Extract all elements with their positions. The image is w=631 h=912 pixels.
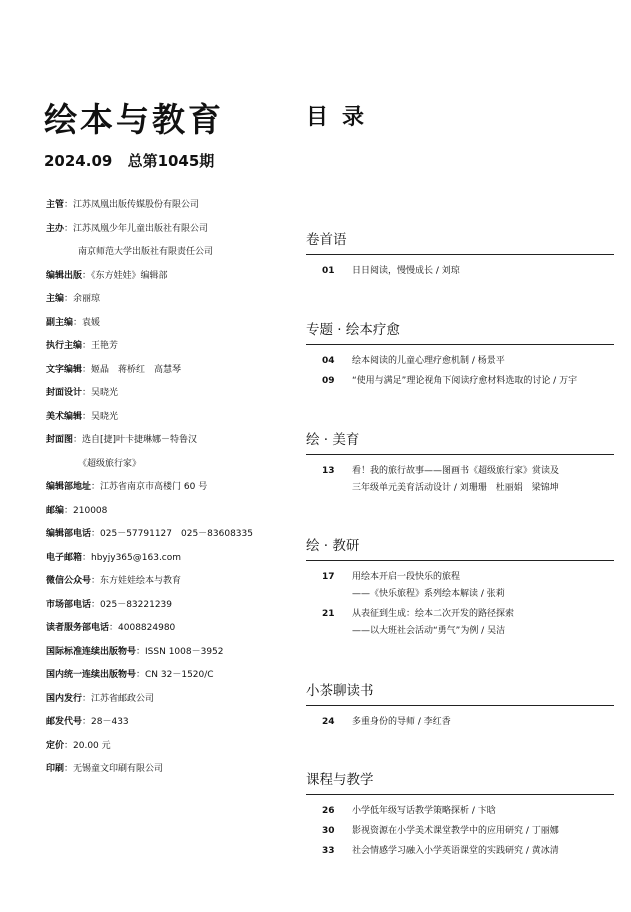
entry-title: “使用与满足”理论视角下阅读疗愈材料选取的讨论 / 万宇 [352, 376, 578, 386]
toc-entry[interactable] [306, 606, 616, 640]
entry-page-number: 24 [322, 717, 335, 727]
info-value: ：4008824980 [109, 623, 176, 633]
section-divider [306, 344, 614, 345]
info-value: ：hbyjy365@163.com [82, 552, 182, 563]
magazine-title: 绘本与教育 [44, 100, 224, 139]
entry-title: 小学低年级写话教学策略探析 / 卞晗 [352, 806, 496, 816]
info-row [46, 688, 296, 712]
info-label: 国内统一连续出版物号 [46, 670, 137, 680]
section-divider [306, 705, 614, 706]
info-label: 文字编辑 [46, 364, 83, 375]
info-value: ：025－83221239 [91, 599, 173, 610]
info-row [46, 382, 296, 406]
info-label: 封面图 [46, 435, 74, 445]
info-value: ：210008 [64, 505, 108, 516]
info-row [46, 453, 296, 477]
info-row [46, 335, 296, 359]
info-label: 国内发行 [46, 693, 83, 704]
info-row [46, 641, 296, 665]
info-label: 主管 [46, 200, 65, 210]
info-label: 电子邮箱 [46, 552, 83, 563]
masthead [44, 100, 294, 171]
entry-page-number: 01 [322, 266, 335, 276]
info-value: ：选自[捷]叶卡捷琳娜－特鲁汉 [73, 435, 198, 445]
info-value: ：袁媛 [73, 317, 101, 328]
info-label: 执行主编 [46, 341, 83, 351]
info-value: ：江苏省邮政公司 [82, 693, 155, 704]
toc-entry[interactable] [306, 843, 616, 860]
info-label: 邮编 [46, 505, 65, 516]
toc-entry[interactable] [306, 373, 616, 390]
entry-title: 从表征到生成：绘本二次开发的路径探索 [352, 609, 515, 619]
info-row [46, 594, 296, 618]
entry-title: ——《快乐旅程》系列绘本解读 / 张莉 [352, 589, 505, 599]
info-label: 国际标准连续出版物号 [46, 646, 137, 657]
toc-title: 目录 [306, 105, 379, 130]
toc-entry[interactable] [306, 803, 616, 820]
section-heading: 课程与教学 [306, 772, 374, 788]
toc-header [306, 100, 616, 131]
entry-title: 影视资源在小学美术课堂教学中的应用研究 / 丁丽娜 [352, 826, 559, 836]
info-row [46, 617, 296, 641]
info-row [46, 429, 296, 453]
toc-section [306, 228, 616, 280]
toc-entry[interactable] [306, 569, 616, 603]
toc-entry[interactable] [306, 463, 616, 497]
info-row [46, 406, 296, 430]
info-row [46, 312, 296, 336]
toc-entry[interactable] [306, 823, 616, 840]
section-heading: 卷首语 [306, 232, 347, 248]
info-value: 南京师范大学出版社有限责任公司 [78, 247, 214, 257]
info-value: ：吴晓光 [82, 411, 119, 422]
info-label: 编辑部电话 [46, 529, 92, 539]
info-label: 美术编辑 [46, 411, 83, 422]
info-row [46, 523, 296, 547]
entry-page-number: 26 [322, 806, 335, 816]
info-label: 读者服务部电话 [46, 623, 110, 633]
toc-section [306, 768, 616, 860]
entry-page-number: 13 [322, 466, 335, 476]
info-value: ：吴晓光 [82, 388, 119, 398]
toc-section [306, 318, 616, 390]
entry-title: 用绘本开启一段快乐的旅程 [352, 572, 461, 582]
info-value: ：余丽琼 [64, 294, 101, 304]
entry-page-number: 30 [322, 826, 335, 836]
entry-page-number: 21 [322, 609, 335, 619]
entry-page-number: 17 [322, 572, 335, 582]
info-value: ：江苏凤凰少年儿童出版社有限公司 [64, 223, 209, 234]
section-heading: 绘 · 美育 [306, 432, 360, 448]
info-row [46, 359, 296, 383]
toc-entry[interactable] [306, 353, 616, 370]
toc-section [306, 428, 616, 497]
section-heading: 绘 · 教研 [306, 538, 360, 554]
info-value: ：姬晶 蒋桥红 高慧琴 [82, 364, 182, 375]
info-value: ：《东方娃娃》编辑部 [82, 270, 168, 281]
info-value: ：王艳芳 [82, 341, 119, 351]
info-value: 《超级旅行家》 [78, 458, 142, 469]
toc-entry[interactable] [306, 263, 616, 280]
info-row [46, 664, 296, 688]
info-label: 主编 [46, 294, 65, 304]
publication-info [46, 194, 296, 782]
info-value: ：江苏省南京市高楼门 60 号 [91, 482, 208, 492]
entry-title: 日日阅读，慢慢成长 / 刘琼 [352, 266, 460, 276]
info-value: ：无锡童文印刷有限公司 [64, 764, 164, 774]
entry-title: 社会情感学习融入小学英语课堂的实践研究 / 黄冰清 [352, 846, 559, 856]
info-row [46, 711, 296, 735]
entry-title: 绘本阅读的儿童心理疗愈机制 / 杨景平 [352, 356, 505, 366]
issue-date: 2024.09 [44, 152, 113, 170]
info-value: ：20.00 元 [64, 740, 111, 751]
info-row [46, 570, 296, 594]
info-label: 印刷 [46, 764, 65, 774]
info-value: ：ISSN 1008－3952 [136, 646, 224, 657]
info-value: ：江苏凤凰出版传媒股份有限公司 [64, 200, 200, 210]
entry-title: ——以大班社会活动“勇气”为例 / 吴洁 [352, 626, 506, 636]
entry-title: 多重身份的导师 / 李红香 [352, 717, 451, 727]
info-label: 微信公众号 [46, 576, 92, 586]
info-label: 封面设计 [46, 388, 83, 398]
info-label: 主办 [46, 223, 65, 234]
info-row [46, 758, 296, 782]
info-value: ：东方娃娃绘本与教育 [91, 576, 182, 586]
issue-line [44, 150, 294, 171]
info-row [46, 265, 296, 289]
section-divider [306, 560, 614, 561]
info-value: ：CN 32－1520/C [136, 670, 214, 680]
info-row [46, 547, 296, 571]
section-heading: 小茶聊读书 [306, 683, 374, 699]
info-label: 编辑部地址 [46, 482, 92, 492]
entry-title: 三年级单元美育活动设计 / 刘珊珊 杜丽娟 梁锦坤 [352, 483, 559, 493]
info-value: ：025－57791127 025－83608335 [91, 529, 253, 539]
issue-number: 总第1045期 [127, 152, 215, 170]
info-row [46, 735, 296, 759]
info-row [46, 218, 296, 242]
info-label: 市场部电话 [46, 599, 92, 610]
toc-section [306, 534, 616, 640]
entry-page-number: 33 [322, 846, 335, 856]
entry-page-number: 09 [322, 376, 335, 386]
info-row [46, 241, 296, 265]
toc-section [306, 679, 616, 731]
info-label: 编辑出版 [46, 270, 83, 281]
info-value: ：28－433 [82, 717, 129, 727]
info-row [46, 476, 296, 500]
entry-page-number: 04 [322, 356, 335, 366]
section-divider [306, 794, 614, 795]
info-label: 邮发代号 [46, 717, 83, 727]
info-row [46, 500, 296, 524]
entry-title: 看！我的旅行故事——图画书《超级旅行家》赏读及 [352, 466, 560, 476]
info-label: 副主编 [46, 317, 74, 328]
toc-entry[interactable] [306, 714, 616, 731]
section-heading: 专题 · 绘本疗愈 [306, 322, 400, 338]
section-divider [306, 454, 614, 455]
info-row [46, 194, 296, 218]
section-divider [306, 254, 614, 255]
info-label: 定价 [46, 740, 65, 751]
info-row [46, 288, 296, 312]
